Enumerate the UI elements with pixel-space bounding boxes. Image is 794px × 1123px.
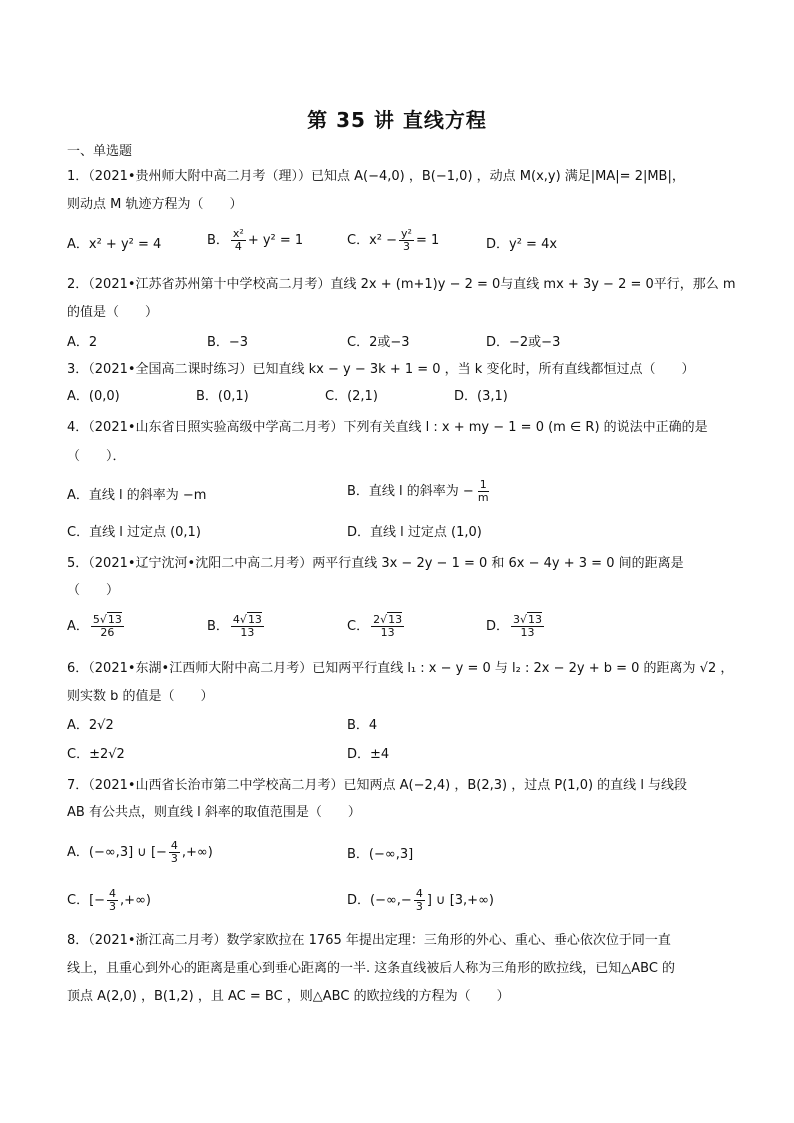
q2-option-b: B．−3 — [207, 335, 249, 350]
question-6-stem: 6．（2021•东湖•江西师大附中高二月考）已知两平行直线 l₁ : x − y = 0 与 l₂ : 2x − 2y + b = 0 的距离为 √2 ， — [67, 661, 734, 676]
option-label: C．[− — [67, 893, 106, 908]
option-label: B． — [207, 233, 229, 248]
option-tail: ,+∞) — [120, 893, 151, 908]
q3-option-d: D．(3,1) — [454, 389, 508, 404]
fraction — [511, 614, 544, 639]
numerator: y² — [401, 227, 412, 240]
question-8-stem: 8．（2021•浙江高二月考）数学家欧拉在 1765 年提出定理：三角形的外心、重心、垂心依次位于同一直 — [67, 933, 671, 948]
option-label: A． — [67, 619, 89, 634]
q7-option-d — [347, 888, 494, 913]
question-2-stem: 2．（2021•江苏省苏州第十中学校高二月考）直线 2x + (m+1)y − 2 = 0与直线 mx + 3y − 2 = 0平行，那么 m — [67, 277, 736, 292]
option-tail: ] ∪ [3,+∞) — [426, 893, 494, 908]
option-label: A．(−∞,3] ∪ [− — [67, 845, 167, 860]
numerator: x² — [232, 227, 244, 240]
question-7-stem: 7．（2021•山西省长治市第二中学校高二月考）已知两点 A(−2,4) ，B(2,3) ，过点 P(1,0) 的直线 l 与线段 — [67, 778, 688, 793]
option-label: B． — [207, 619, 229, 634]
denominator: 3 — [170, 852, 178, 865]
fraction — [399, 228, 414, 253]
numerator: 4 — [415, 887, 423, 900]
question-5-stem-cont: （ ） — [67, 583, 120, 598]
question-7-stem-cont: AB 有公共点，则直线 l 斜率的取值范围是（ ） — [67, 805, 361, 820]
question-1-stem-cont: 则动点 M 轨迹方程为（ ） — [67, 197, 243, 212]
option-tail: + y² = 1 — [247, 233, 304, 248]
q7-option-a — [67, 840, 213, 865]
fraction — [231, 228, 246, 253]
q7-option-b: B．(−∞,3] — [347, 847, 414, 862]
question-6-stem-cont: 则实数 b 的值是（ ） — [67, 689, 214, 704]
q2-option-a: A．2 — [67, 335, 98, 350]
numerator: 4 — [109, 887, 117, 900]
question-8-stem-cont-2: 顶点 A(2,0) ，B(1,2) ，且 AC = BC ，则△ABC 的欧拉线的方程为（ ） — [67, 989, 510, 1004]
numerator: 4 — [170, 839, 178, 852]
q1-option-d: D．y² = 4x — [486, 237, 558, 252]
q2-option-c: C．2或−3 — [347, 335, 410, 350]
denominator: 26 — [100, 626, 115, 639]
denominator: 13 — [520, 626, 535, 639]
question-4-stem: 4．（2021•山东省日照实验高级中学高二月考）下列有关直线 l : x + my − 1 = 0 (m ∈ R) 的说法中正确的是 — [67, 420, 708, 435]
fraction — [91, 614, 124, 639]
fraction — [371, 614, 404, 639]
q1-option-a: A．x² + y² = 4 — [67, 237, 162, 252]
q4-option-d: D．直线 l 过定点 (1,0) — [347, 525, 482, 540]
q5-option-a — [67, 614, 126, 639]
section-heading: 一、单选题 — [67, 144, 133, 159]
q1-option-c — [347, 228, 439, 253]
question-8-stem-cont-1: 线上，且重心到外心的距离是重心到垂心距离的一半. 这条直线被后人称为三角形的欧拉线，已知△ABC 的 — [67, 961, 676, 976]
option-label: D．(−∞,− — [347, 893, 412, 908]
question-3-stem: 3．（2021•全国高二课时练习）已知直线 kx − y − 3k + 1 = 0 ，当 k 变化时，所有直线都恒过点（ ） — [67, 362, 695, 377]
page-title: 第 35 讲 直线方程 — [307, 108, 487, 132]
denominator: m — [477, 491, 489, 504]
q4-option-c: C．直线 l 过定点 (0,1) — [67, 525, 201, 540]
denominator: 13 — [240, 626, 255, 639]
option-label: D． — [486, 619, 510, 634]
option-label: C． — [347, 619, 370, 634]
numerator: 3√13 — [513, 613, 543, 626]
question-4-stem-cont: （ ）． — [67, 449, 126, 464]
question-2-stem-cont: 的值是（ ） — [67, 305, 159, 320]
q6-option-d: D．±4 — [347, 747, 390, 762]
denominator: 13 — [380, 626, 395, 639]
denominator: 3 — [415, 900, 423, 913]
numerator: 2√13 — [373, 613, 403, 626]
option-label: B．直线 l 的斜率为 − — [347, 484, 474, 499]
q2-option-d: D．−2或−3 — [486, 335, 561, 350]
q5-option-c — [347, 614, 406, 639]
q4-option-a: A．直线 l 的斜率为 −m — [67, 488, 207, 503]
denominator: 3 — [109, 900, 117, 913]
denominator: 3 — [402, 240, 410, 253]
q3-option-c: C．(2,1) — [325, 389, 378, 404]
fraction — [414, 888, 425, 913]
q4-option-b — [347, 479, 493, 504]
q5-option-b — [207, 614, 266, 639]
numerator: 5√13 — [92, 613, 122, 626]
q6-option-a: A．2√2 — [67, 718, 114, 733]
numerator: 1 — [479, 478, 487, 491]
fraction — [231, 614, 264, 639]
fraction — [476, 479, 491, 504]
fraction — [107, 888, 118, 913]
option-tail: ,+∞) — [181, 845, 213, 860]
q6-option-c: C．±2√2 — [67, 747, 125, 762]
question-5-stem: 5．（2021•辽宁沈河•沈阳二中高二月考）两平行直线 3x − 2y − 1 = 0 和 6x − 4y + 3 = 0 间的距离是 — [67, 556, 684, 571]
q5-option-d — [486, 614, 546, 639]
fraction — [169, 840, 180, 865]
question-1-stem: 1．（2021•贵州师大附中高二月考（理））已知点 A(−4,0) ，B(−1,0) ，动点 M(x,y) 满足|MA|= 2|MB|， — [67, 169, 685, 184]
numerator: 4√13 — [232, 613, 262, 626]
q6-option-b: B．4 — [347, 718, 378, 733]
option-label: C．x² − — [347, 233, 398, 248]
option-tail: = 1 — [415, 233, 440, 248]
q3-option-a: A．(0,0) — [67, 389, 120, 404]
q3-option-b: B．(0,1) — [196, 389, 249, 404]
denominator: 4 — [234, 240, 242, 253]
q7-option-c — [67, 888, 151, 913]
q1-option-b — [207, 228, 303, 253]
